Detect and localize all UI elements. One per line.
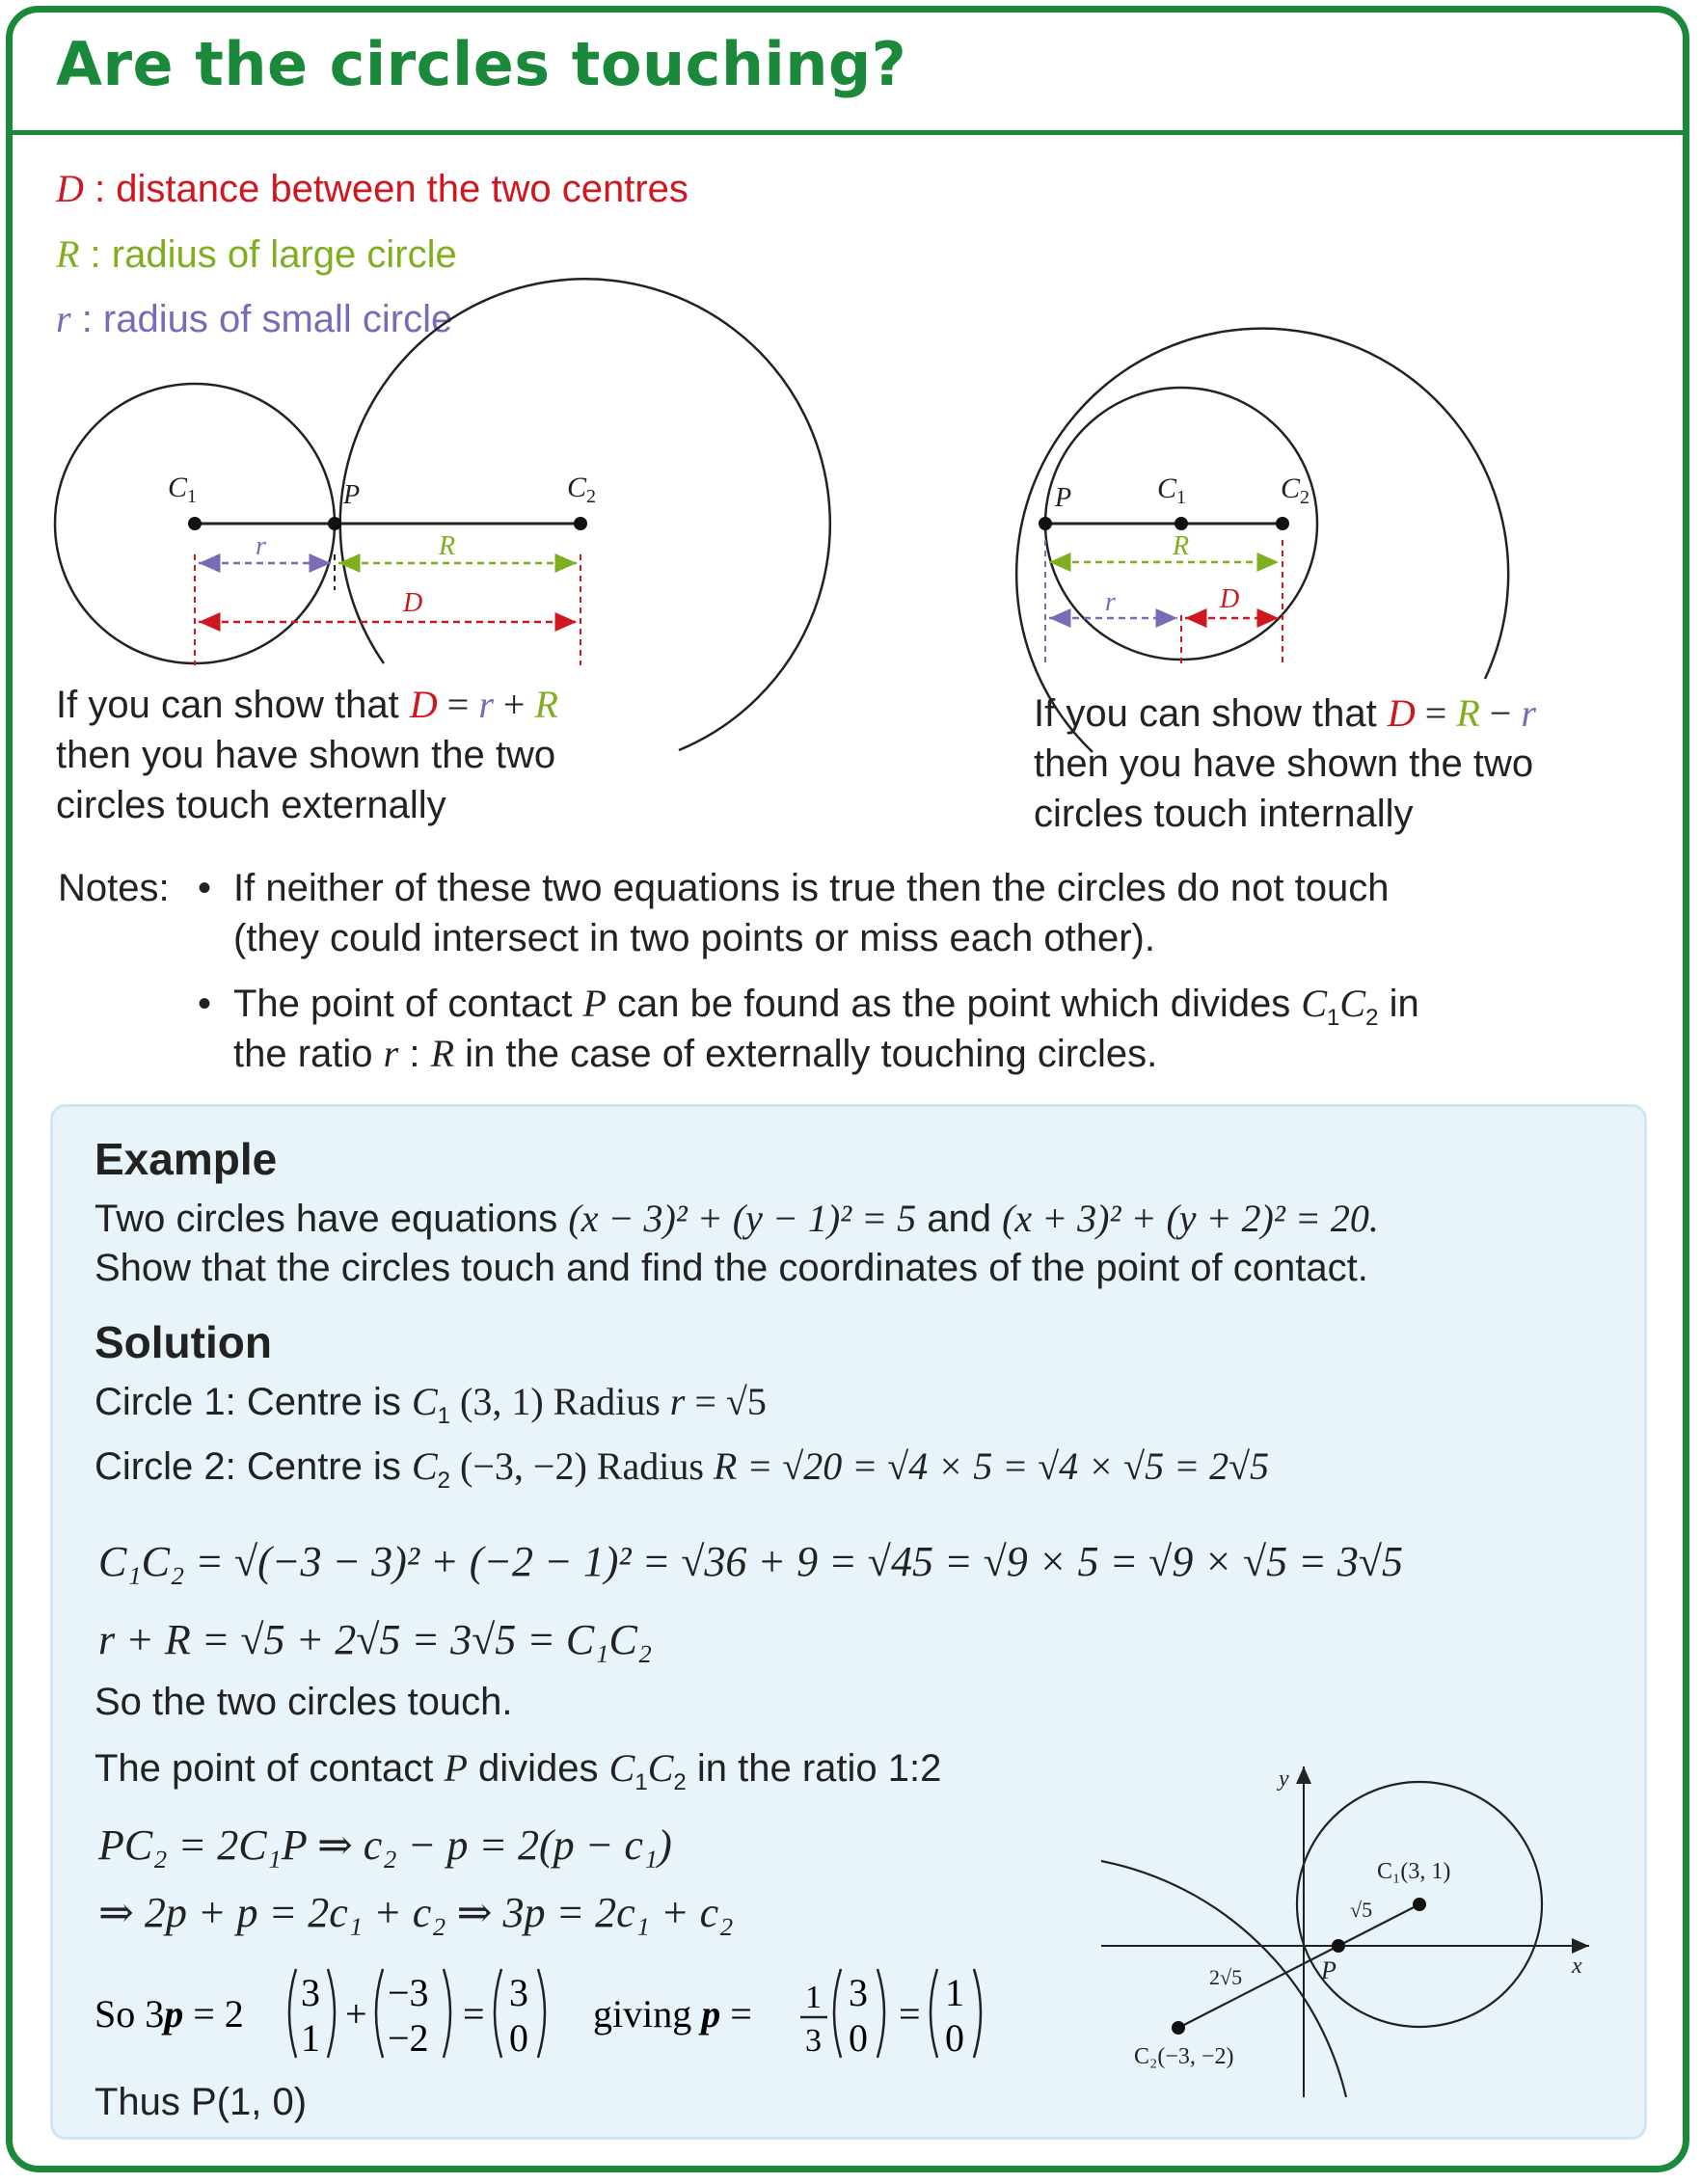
solution-vector-eq: PC₂ = 2C₁P ⇒ c₂ − p = 2(p − c₁) [98,1821,672,1869]
example-heading: Example [94,1134,278,1184]
dot-P-ext [328,517,341,530]
svg-text:=: = [463,1992,485,2036]
svg-text:C₂(−3, −2): C₂(−3, −2) [1134,2044,1234,2069]
solution-circle-1: Circle 1: Centre is $C_1$ (3, 1) Radius r = √5 [94,1380,767,1429]
svg-text:0: 0 [849,2016,868,2060]
dot-C2-ext [574,517,587,530]
legend-r: r : radius of small circle [56,297,453,340]
svg-text:C1: $C_1$ [1157,472,1187,508]
svg-text:1: 1 [301,2016,320,2060]
solution-matrix-line [87,1950,1051,2075]
svg-text:2√5: 2√5 [1209,1965,1243,1989]
svg-text:giving p =: giving p = [593,1992,752,2036]
legend-D: D : distance between the two centres [56,167,688,210]
dot-C2-int [1276,517,1289,530]
solution-thus: Thus P(1, 0) [94,2081,308,2123]
svg-text:1: 1 [805,1980,822,2015]
external-caption: If you can show that D = r + R then you have shown the two circles touch externally [56,683,558,826]
svg-text:3: 3 [805,2023,822,2059]
svg-text:R: R [1173,531,1190,561]
svg-text:+: + [345,1992,367,2036]
dot-P-int [1039,517,1052,530]
svg-text:r: r [256,531,266,561]
svg-text:√5: √5 [1350,1898,1373,1922]
solution-sum: r + R = √5 + 2√5 = 3√5 = C₁C₂ [98,1616,653,1663]
solution-touch: So the two circles touch. [94,1681,513,1723]
solution-distance: C₁C₂ = √(−3 − 3)² + (−2 − 1)² = √36 + 9 = √45 = √9 × 5 = √9 × √5 = 3√5 [98,1538,1403,1585]
svg-text:P: P [343,480,361,510]
svg-text:C1: $C_1$ [168,472,198,507]
svg-text:C₁(3, 1): C₁(3, 1) [1377,1859,1451,1884]
solution-circle-2: Circle 2: Centre is $C_2$ (−3, −2) Radius R = √20 = √4 × 5 = √4 × √5 = 2√5 [94,1444,1270,1494]
page-title: Are the circles touching? [56,29,907,99]
solution-implies-eq: ⇒ 2p + p = 2c₁ + c₂ ⇒ 3p = 2c₁ + c₂ [98,1889,734,1936]
svg-text:3: 3 [849,1971,868,2014]
svg-text:P: P [1321,1956,1336,1984]
svg-text:−2: −2 [388,2016,429,2060]
dot-C2 [1172,2021,1185,2035]
solution-point-contact: The point of contact P divides $C_1C_2$ in the ratio 1:2 [94,1746,942,1795]
svg-text:0: 0 [509,2016,528,2060]
dot-C1-ext [188,517,202,530]
svg-text:r: r [1105,587,1116,617]
legend-R: R : radius of large circle [56,232,457,276]
svg-text:3: 3 [509,1971,528,2014]
svg-text:C2: $C_2$ [1281,472,1310,508]
svg-text:P: P [1055,483,1072,513]
note-2-line-2: the ratio r : R in the case of externally touching circles. [233,1032,1158,1075]
svg-text:=: = [899,1992,921,2036]
svg-text:R: R [439,531,456,561]
svg-text:C2: $C_2$ [567,472,597,507]
contact-point-diagram [1090,1755,1630,2102]
svg-text:3: 3 [301,1971,320,2014]
example-line-1: Two circles have equations (x − 3)² + (y − 1)² = 5 and (x + 3)² + (y + 2)² = 20. [94,1197,1379,1240]
internal-caption: If you can show that D = R − r then you have shown the two circles touch internally [1034,691,1536,835]
solution-heading: Solution [94,1317,272,1367]
note-2-line-1: The point of contact P can be found as the point which divides $C_1C_2$ in [233,982,1419,1031]
svg-text:D: D [1220,584,1240,614]
svg-text:So 3p = 2: So 3p = 2 [94,1992,244,2036]
example-line-2: Show that the circles touch and find the coordinates of the point of contact. [94,1247,1368,1289]
svg-text:y: y [1279,1766,1289,1792]
svg-text:−3: −3 [388,1971,429,2014]
notes-label: Notes: [58,867,170,909]
dot-C1 [1413,1898,1426,1911]
dot-C1-int [1174,517,1188,530]
svg-text:D: D [403,588,423,618]
dot-P [1332,1939,1345,1953]
svg-text:0: 0 [945,2016,964,2060]
svg-text:1: 1 [945,1971,964,2014]
svg-text:x: x [1572,1954,1582,1979]
